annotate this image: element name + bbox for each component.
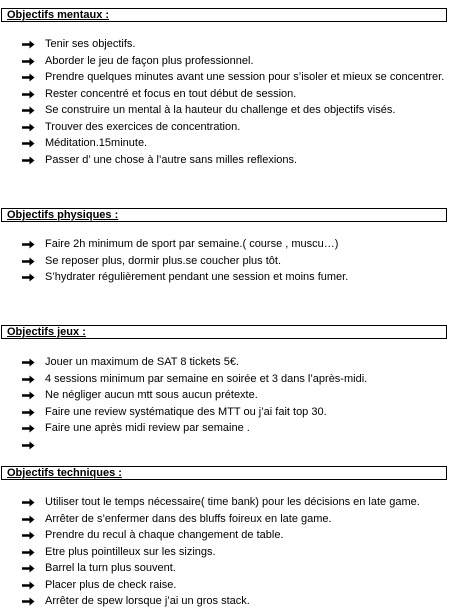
list-item xyxy=(0,437,452,454)
list-item xyxy=(0,69,452,86)
list-item-text: Tenir ses objectifs. xyxy=(45,38,136,50)
list-item xyxy=(0,593,452,610)
section-title: Objectifs physiques : xyxy=(7,209,119,221)
arrow-right-icon xyxy=(22,73,35,82)
arrow-right-icon xyxy=(22,273,35,282)
list-item xyxy=(0,236,452,253)
section-header xyxy=(1,466,447,480)
arrow-right-icon xyxy=(22,564,35,573)
list-item-text: Barrel la turn plus souvent. xyxy=(45,562,176,574)
list-item-text: Méditation.15minute. xyxy=(45,137,148,149)
arrow-right-icon xyxy=(22,515,35,524)
arrow-right-icon xyxy=(22,90,35,99)
section-title: Objectifs jeux : xyxy=(7,326,86,338)
list-item xyxy=(0,494,452,511)
section-header xyxy=(1,208,447,222)
list-item xyxy=(0,86,452,103)
list-item-text: Se construire un mental à la hauteur du challenge et des objectifs visés. xyxy=(45,104,396,116)
list-item-text: Aborder le jeu de façon plus professionnel. xyxy=(45,54,254,67)
list-item xyxy=(0,53,452,70)
list-item-text: Faire une review systématique des MTT ou j’ai fait top 30. xyxy=(45,405,327,418)
section-title: Objectifs mentaux : xyxy=(7,9,110,21)
bullet-list xyxy=(0,354,452,453)
list-item-text: Arrêter de spew lorsque j’ai un gros stack. xyxy=(45,595,250,607)
arrow-right-icon xyxy=(22,531,35,540)
section-title: Objectifs techniques : xyxy=(7,467,122,479)
list-item-text: Prendre quelques minutes avant une session pour s’isoler et mieux se concentrer. xyxy=(45,71,445,83)
list-item-text: Passer d’ une chose à l’autre sans milles reflexions. xyxy=(45,153,298,166)
list-item-text: S’hydrater régulièrement pendant une session et moins fumer. xyxy=(45,271,349,283)
list-item xyxy=(0,269,452,286)
bullet-list xyxy=(0,236,452,286)
list-item-text: Ne négliger aucun mtt sous aucun prétexte. xyxy=(45,389,258,401)
list-item xyxy=(0,253,452,270)
list-item xyxy=(0,577,452,594)
list-item xyxy=(0,152,452,169)
list-item xyxy=(0,404,452,421)
list-item xyxy=(0,102,452,119)
arrow-right-icon xyxy=(22,498,35,507)
list-item-text: Utiliser tout le temps nécessaire( time bank) pour les décisions en late game. xyxy=(45,496,420,508)
arrow-right-icon xyxy=(22,548,35,557)
section-header xyxy=(1,325,447,339)
list-item xyxy=(0,544,452,561)
list-item xyxy=(0,511,452,528)
arrow-right-icon xyxy=(22,106,35,115)
arrow-right-icon xyxy=(22,408,35,417)
list-item-text: Faire une après midi review par semaine . xyxy=(45,422,250,434)
list-item-text: Jouer un maximum de SAT 8 tickets 5€. xyxy=(45,356,240,368)
list-item-text: Trouver des exercices de concentration. xyxy=(45,120,241,133)
arrow-right-icon xyxy=(22,40,35,49)
arrow-right-icon xyxy=(22,240,35,249)
list-item xyxy=(0,135,452,152)
list-item xyxy=(0,387,452,404)
list-item xyxy=(0,371,452,388)
list-item-text: Placer plus de check raise. xyxy=(45,578,177,591)
list-item-text: Etre plus pointilleux sur les sizings. xyxy=(45,545,216,558)
list-item-text: Arrêter de s’enfermer dans des bluffs foireux en late game. xyxy=(45,512,332,525)
arrow-right-icon xyxy=(22,424,35,433)
arrow-right-icon xyxy=(22,375,35,384)
arrow-right-icon xyxy=(22,358,35,367)
arrow-right-icon xyxy=(22,597,35,606)
arrow-right-icon xyxy=(22,139,35,148)
arrow-right-icon xyxy=(22,581,35,590)
bullet-list xyxy=(0,494,452,610)
list-item-text: Faire 2h minimum de sport par semaine.( course , muscu…) xyxy=(45,238,339,250)
list-item xyxy=(0,560,452,577)
list-item-text: Se reposer plus, dormir plus.se coucher plus tôt. xyxy=(45,254,282,267)
list-item xyxy=(0,420,452,437)
list-item-text: Rester concentré et focus en tout début de session. xyxy=(45,87,297,100)
arrow-right-icon xyxy=(22,156,35,165)
arrow-right-icon xyxy=(22,441,35,450)
section-header xyxy=(1,8,447,22)
list-item xyxy=(0,527,452,544)
list-item-text: Prendre du recul à chaque changement de table. xyxy=(45,529,284,541)
list-item xyxy=(0,354,452,371)
list-item-text: 4 sessions minimum par semaine en soirée et 3 dans l’après-midi. xyxy=(45,372,368,385)
bullet-list xyxy=(0,36,452,168)
arrow-right-icon xyxy=(22,257,35,266)
arrow-right-icon xyxy=(22,123,35,132)
list-item xyxy=(0,36,452,53)
list-item xyxy=(0,119,452,136)
arrow-right-icon xyxy=(22,391,35,400)
arrow-right-icon xyxy=(22,57,35,66)
